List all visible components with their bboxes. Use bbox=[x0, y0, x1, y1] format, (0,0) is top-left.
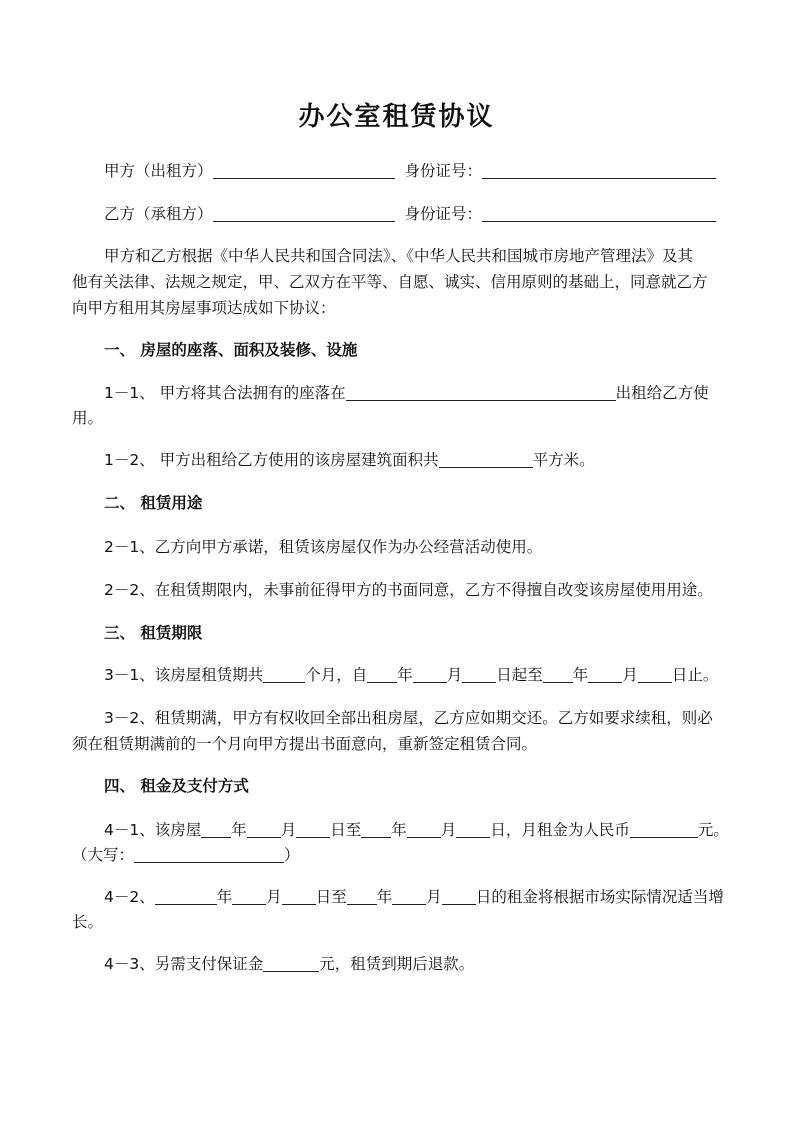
yuan-label: 元。 bbox=[697, 821, 729, 839]
rent-end-year-blank bbox=[361, 819, 391, 838]
clause-3-1 bbox=[72, 662, 756, 688]
adj-start-month-blank bbox=[232, 886, 266, 905]
intro-line-3: 向甲方租用其房屋事项达成如下协议： bbox=[72, 299, 336, 317]
deposit-blank bbox=[263, 953, 319, 972]
party-a-line bbox=[72, 158, 756, 184]
clause-4-2-to: 日至 bbox=[315, 888, 347, 906]
clause-4-1-cont bbox=[72, 842, 724, 868]
clause-3-1-from: 个月，自 bbox=[305, 666, 368, 684]
party-a-label: 甲方（出租方） bbox=[104, 162, 213, 180]
clause-4-3 bbox=[72, 951, 756, 977]
adj-start-day-blank bbox=[282, 886, 316, 905]
adj-end-month-blank bbox=[392, 886, 426, 905]
clause-4-2-tail: 日的租金将根据市场实际情况适当增 bbox=[475, 888, 724, 906]
clause-4-1-text: 4－1、该房屋 bbox=[104, 821, 202, 839]
rent-end-day-blank bbox=[456, 819, 490, 838]
year-label: 年 bbox=[572, 666, 589, 684]
start-year-blank bbox=[367, 664, 397, 683]
rent-end-month-blank bbox=[407, 819, 441, 838]
party-b-label: 乙方（承租方） bbox=[104, 205, 213, 223]
adj-end-year-blank bbox=[347, 886, 377, 905]
party-b-id-label: 身份证号： bbox=[404, 205, 483, 223]
clause-3-2-line-2: 须在租赁期满前的一个月向甲方提出书面意向，重新签定租赁合同。 bbox=[72, 735, 538, 753]
month-label: 月 bbox=[440, 821, 457, 839]
end-year-blank bbox=[543, 664, 573, 683]
start-day-blank bbox=[462, 664, 496, 683]
section-1-heading: 一、 房屋的座落、面积及装修、设施 bbox=[104, 341, 358, 359]
year-label: 年 bbox=[216, 888, 233, 906]
party-b-line bbox=[72, 201, 756, 227]
clause-3-2-line-1: 3－2、租赁期满，甲方有权收回全部出租房屋，乙方应如期交还。乙方如要求续租，则必 bbox=[104, 709, 713, 727]
clause-1-1-text: 1－1、 甲方将其合法拥有的座落在 bbox=[104, 384, 346, 402]
month-label: 月 bbox=[622, 666, 638, 684]
year-label: 年 bbox=[376, 888, 393, 906]
clause-4-1-rent: 日，月租金为人民币 bbox=[490, 821, 630, 839]
clause-1-2-text: 1－2、 甲方出租给乙方使用的该房屋建筑面积共 bbox=[104, 451, 439, 469]
clause-3-1-end: 日止。 bbox=[671, 666, 719, 684]
clause-4-1 bbox=[72, 817, 756, 843]
clause-1-2 bbox=[72, 447, 756, 473]
party-a-id-blank bbox=[482, 160, 716, 179]
clause-4-3-text: 4－3、另需支付保证金 bbox=[104, 955, 264, 973]
clause-2-1: 2－1、乙方向甲方承诺，租赁该房屋仅作为办公经营活动使用。 bbox=[104, 538, 543, 556]
section-2-heading: 二、 租赁用途 bbox=[104, 494, 203, 512]
document-title: 办公室租赁协议 bbox=[298, 102, 495, 132]
party-a-id-label: 身份证号： bbox=[404, 162, 483, 180]
clause-1-1 bbox=[72, 380, 756, 406]
clause-2-2: 2－2、在租赁期限内，未事前征得甲方的书面同意，乙方不得擅自改变该房屋使用用途。 bbox=[104, 581, 713, 599]
area-blank bbox=[439, 449, 533, 468]
clause-1-1-tail: 出租给乙方使 bbox=[615, 384, 709, 402]
month-label: 月 bbox=[446, 666, 463, 684]
clause-4-2-text: 4－2、 bbox=[104, 888, 155, 906]
rent-start-month-blank bbox=[247, 819, 281, 838]
party-b-name-blank bbox=[213, 203, 395, 222]
section-3-heading: 三、 租赁期限 bbox=[104, 624, 203, 642]
clause-1-1-cont: 用。 bbox=[72, 409, 104, 427]
party-b-id-blank bbox=[482, 203, 716, 222]
clause-1-2-tail: 平方米。 bbox=[532, 451, 595, 469]
year-label: 年 bbox=[397, 666, 413, 684]
party-a-name-blank bbox=[213, 160, 395, 179]
year-label: 年 bbox=[391, 821, 407, 839]
intro-line-1: 甲方和乙方根据《中华人民共和国合同法》、《中华人民共和国城市房地产管理法》及其 bbox=[104, 247, 694, 265]
year-label: 年 bbox=[231, 821, 247, 839]
clause-4-1-to: 日至 bbox=[330, 821, 362, 839]
months-blank bbox=[263, 664, 305, 683]
adj-end-day-blank bbox=[442, 886, 476, 905]
month-label: 月 bbox=[280, 821, 297, 839]
rent-start-day-blank bbox=[296, 819, 330, 838]
month-label: 月 bbox=[266, 888, 282, 906]
clause-4-2-cont: 长。 bbox=[72, 913, 104, 931]
rent-start-year-blank bbox=[201, 819, 231, 838]
capital-amount-blank bbox=[134, 844, 284, 863]
capital-label: （大写： bbox=[72, 846, 135, 864]
location-blank bbox=[346, 382, 616, 401]
end-day-blank bbox=[638, 664, 672, 683]
intro-line-2: 他有关法律、法规之规定，甲、乙双方在平等、自愿、诚实、信用原则的基础上，同意就乙方 bbox=[72, 273, 708, 291]
clause-3-1-text: 3－1、该房屋租赁期共 bbox=[104, 666, 264, 684]
adj-start-year-blank bbox=[155, 886, 217, 905]
rent-amount-blank bbox=[630, 819, 698, 838]
month-label: 月 bbox=[426, 888, 442, 906]
start-month-blank bbox=[413, 664, 447, 683]
close-paren: ） bbox=[284, 846, 300, 864]
end-month-blank bbox=[588, 664, 622, 683]
clause-3-1-to: 日起至 bbox=[496, 666, 543, 684]
clause-4-2 bbox=[72, 884, 756, 910]
clause-4-3-tail: 元，租赁到期后退款。 bbox=[319, 955, 475, 973]
section-4-heading: 四、 租金及支付方式 bbox=[104, 777, 249, 795]
